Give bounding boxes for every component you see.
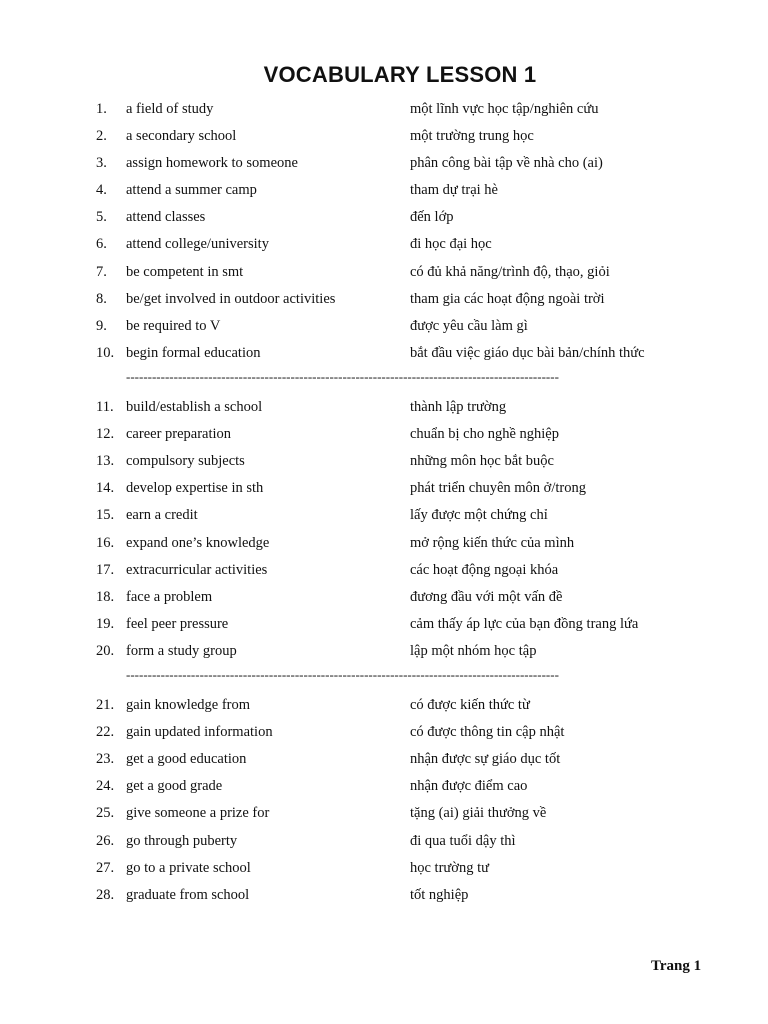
- vocab-item: [0, 584, 768, 611]
- vocab-item: [0, 882, 768, 909]
- vocab-item: [0, 421, 768, 448]
- item-number: 9.: [96, 317, 107, 334]
- english-phrase: be/get involved in outdoor activities: [126, 290, 336, 307]
- item-number: 17.: [96, 561, 115, 578]
- item-number: 21.: [96, 697, 115, 714]
- english-phrase: get a good education: [126, 751, 247, 768]
- vietnamese-meaning: một lĩnh vực học tập/nghiên cứu: [410, 101, 599, 117]
- english-phrase: build/establish a school: [126, 399, 263, 416]
- vocab-item: [0, 313, 768, 340]
- vocab-item: [0, 530, 768, 557]
- divider-line: ----------------------------------------------------------------------------------------------------: [126, 666, 559, 682]
- vietnamese-meaning: bắt đầu việc giáo dục bài bản/chính thức: [410, 344, 645, 361]
- english-phrase: attend a summer camp: [126, 182, 257, 199]
- vocab-item: [0, 855, 768, 882]
- vocab-item: [0, 394, 768, 421]
- page-title: VOCABULARY LESSON 1: [263, 62, 537, 87]
- english-phrase: gain updated information: [126, 724, 273, 741]
- english-phrase: develop expertise in sth: [126, 480, 264, 497]
- vietnamese-meaning: thành lập trường: [410, 399, 507, 416]
- vocabulary-list: [0, 96, 768, 909]
- item-number: 10.: [96, 344, 115, 361]
- vietnamese-meaning: tặng (ai) giải thưởng về: [410, 805, 547, 822]
- page-number: Trang 1: [651, 958, 702, 974]
- english-phrase: graduate from school: [126, 886, 250, 903]
- vietnamese-meaning: phân công bài tập về nhà cho (ai): [410, 155, 603, 172]
- english-phrase: go through puberty: [126, 832, 238, 849]
- item-number: 13.: [96, 453, 115, 470]
- english-phrase: attend college/university: [126, 236, 269, 253]
- english-phrase: expand one’s knowledge: [126, 534, 270, 551]
- item-number: 22.: [96, 724, 115, 741]
- vocab-item: [0, 800, 768, 827]
- item-number: 19.: [96, 615, 115, 632]
- item-number: 15.: [96, 507, 115, 524]
- vocab-item: [0, 638, 768, 665]
- english-phrase: get a good grade: [126, 778, 223, 795]
- english-phrase: be required to V: [126, 317, 221, 334]
- vietnamese-meaning: một trường trung học: [410, 128, 534, 145]
- vocab-item: [0, 123, 768, 150]
- vocab-item: [0, 340, 768, 367]
- vietnamese-meaning: đi qua tuổi dậy thì: [410, 832, 516, 849]
- vietnamese-meaning: đến lớp: [410, 209, 454, 226]
- vietnamese-meaning: phát triển chuyên môn ở/trong: [410, 480, 586, 497]
- vocab-item: [0, 177, 768, 204]
- vocab-item: [0, 828, 768, 855]
- vocab-item: [0, 150, 768, 177]
- vietnamese-meaning: có được kiến thức từ: [410, 697, 530, 714]
- item-number: 5.: [96, 209, 107, 226]
- item-number: 8.: [96, 290, 107, 307]
- vocab-item: [0, 557, 768, 584]
- item-number: 23.: [96, 751, 115, 768]
- english-phrase: go to a private school: [126, 859, 251, 876]
- vocab-item: [0, 692, 768, 719]
- item-number: 4.: [96, 182, 107, 199]
- vocab-item: [0, 719, 768, 746]
- section-divider: [0, 367, 768, 394]
- english-phrase: earn a credit: [126, 507, 198, 524]
- item-number: 2.: [96, 128, 107, 145]
- item-number: 27.: [96, 859, 115, 876]
- english-phrase: attend classes: [126, 209, 206, 226]
- vietnamese-meaning: lấy được một chứng chỉ: [410, 507, 548, 524]
- item-number: 6.: [96, 236, 107, 253]
- item-number: 28.: [96, 886, 115, 903]
- vietnamese-meaning: có đủ khả năng/trình độ, thạo, giỏi: [410, 263, 610, 280]
- item-number: 12.: [96, 426, 115, 443]
- vocab-item: [0, 231, 768, 258]
- item-number: 20.: [96, 642, 115, 659]
- vietnamese-meaning: học trường tư: [410, 859, 489, 876]
- vietnamese-meaning: chuẩn bị cho nghề nghiệp: [410, 426, 559, 443]
- item-number: 24.: [96, 778, 115, 795]
- english-phrase: feel peer pressure: [126, 615, 229, 632]
- vocab-item: [0, 773, 768, 800]
- vietnamese-meaning: nhận được điểm cao: [410, 778, 528, 795]
- vocab-item: [0, 96, 768, 123]
- vietnamese-meaning: những môn học bắt buộc: [410, 453, 554, 470]
- english-phrase: assign homework to someone: [126, 155, 298, 172]
- divider-line: ----------------------------------------------------------------------------------------------------: [126, 368, 559, 384]
- item-number: 1.: [96, 101, 107, 117]
- english-phrase: form a study group: [126, 642, 237, 659]
- vocab-item: [0, 502, 768, 529]
- english-phrase: be competent in smt: [126, 263, 244, 280]
- item-number: 26.: [96, 832, 115, 849]
- english-phrase: begin formal education: [126, 344, 261, 361]
- english-phrase: give someone a prize for: [126, 805, 270, 822]
- vocab-item: [0, 259, 768, 286]
- english-phrase: face a problem: [126, 588, 213, 605]
- vietnamese-meaning: mở rộng kiến thức của mình: [410, 534, 575, 551]
- vietnamese-meaning: nhận được sự giáo dục tốt: [410, 751, 561, 768]
- item-number: 14.: [96, 480, 115, 497]
- item-number: 25.: [96, 805, 115, 822]
- vocab-item: [0, 746, 768, 773]
- english-phrase: a field of study: [126, 101, 214, 117]
- vietnamese-meaning: đương đầu với một vấn đề: [410, 588, 563, 605]
- vietnamese-meaning: các hoạt động ngoại khóa: [410, 561, 559, 578]
- section-divider: [0, 665, 768, 692]
- vocab-item: [0, 448, 768, 475]
- vietnamese-meaning: tốt nghiệp: [410, 886, 469, 903]
- item-number: 3.: [96, 155, 107, 172]
- vietnamese-meaning: tham dự trại hè: [410, 182, 498, 199]
- english-phrase: compulsory subjects: [126, 453, 245, 470]
- english-phrase: extracurricular activities: [126, 561, 268, 578]
- english-phrase: gain knowledge from: [126, 697, 251, 714]
- vietnamese-meaning: đi học đại học: [410, 236, 492, 253]
- item-number: 7.: [96, 263, 107, 280]
- vocab-item: [0, 286, 768, 313]
- vietnamese-meaning: có được thông tin cập nhật: [410, 724, 565, 741]
- vocab-item: [0, 475, 768, 502]
- item-number: 18.: [96, 588, 115, 605]
- english-phrase: career preparation: [126, 426, 232, 443]
- item-number: 11.: [96, 399, 114, 416]
- vocab-item: [0, 204, 768, 231]
- item-number: 16.: [96, 534, 115, 551]
- vocab-item: [0, 611, 768, 638]
- vietnamese-meaning: được yêu cầu làm gì: [410, 317, 528, 334]
- english-phrase: a secondary school: [126, 128, 237, 145]
- vietnamese-meaning: tham gia các hoạt động ngoài trời: [410, 290, 605, 307]
- vietnamese-meaning: lập một nhóm học tập: [410, 642, 537, 659]
- vietnamese-meaning: cảm thấy áp lực của bạn đồng trang lứa: [410, 615, 639, 632]
